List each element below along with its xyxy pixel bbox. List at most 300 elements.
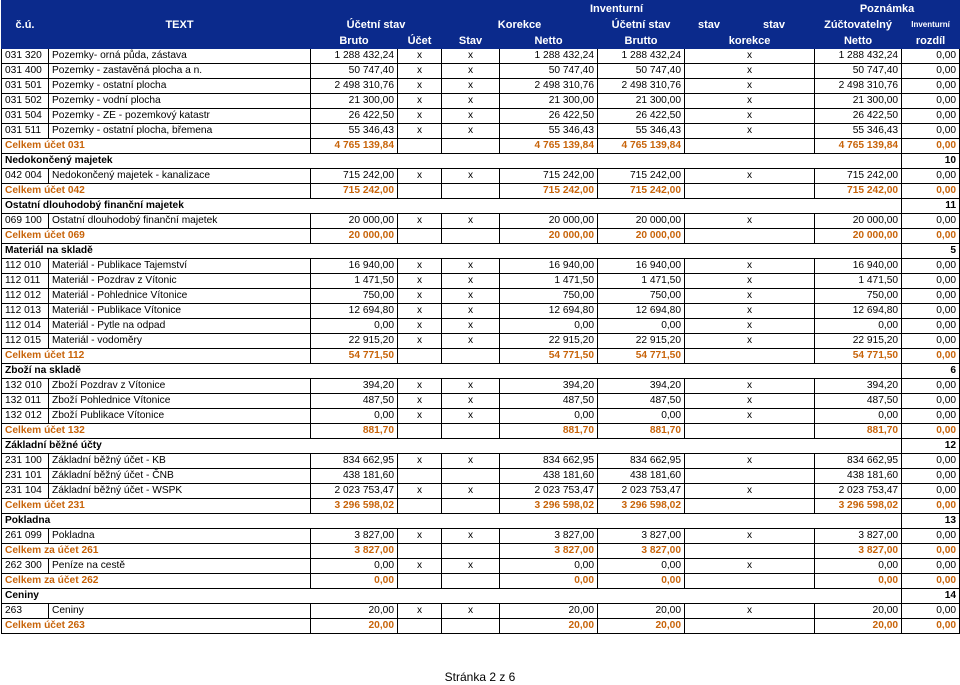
ucetni-netto-cell: 26 422,50: [500, 109, 598, 124]
inv-korekce-cell: x: [685, 49, 815, 64]
account-cell: 132 011: [2, 394, 49, 409]
inv-korekce-cell: x: [685, 409, 815, 424]
total-label: Celkem za účet 261: [2, 544, 311, 559]
text-cell: Materiál - Publikace Vítonice: [49, 304, 311, 319]
korekce-ucet-cell: [398, 469, 442, 484]
ucetni-bruto-cell: 50 747,40: [311, 64, 398, 79]
ucetni-bruto-cell: 834 662,95: [311, 454, 398, 469]
inv-brutto-cell: 487,50: [598, 394, 685, 409]
korekce-stav-cell: [442, 229, 500, 244]
text-cell: Peníze na cestě: [49, 559, 311, 574]
text-cell: Pokladna: [49, 529, 311, 544]
text-cell: Pozemky - vodní plocha: [49, 94, 311, 109]
inv-netto-cell: 3 827,00: [815, 544, 902, 559]
header-zuctovatelny: Zúčtovatelný: [815, 17, 902, 33]
inv-korekce-cell: [685, 574, 815, 589]
korekce-stav-cell: [442, 499, 500, 514]
korekce-stav-cell: x: [442, 409, 500, 424]
inv-brutto-cell: 12 694,80: [598, 304, 685, 319]
korekce-ucet-cell: x: [398, 214, 442, 229]
table-row: [2, 319, 960, 334]
total-row: [2, 229, 960, 244]
header-stav-1: stav: [685, 17, 734, 33]
inv-netto-cell: 0,00: [815, 559, 902, 574]
korekce-ucet-cell: x: [398, 319, 442, 334]
korekce-stav-cell: [442, 184, 500, 199]
section-row: [2, 439, 960, 454]
korekce-stav-cell: [442, 574, 500, 589]
inv-brutto-cell: 0,00: [598, 409, 685, 424]
account-cell: 031 511: [2, 124, 49, 139]
account-cell: 231 100: [2, 454, 49, 469]
inv-brutto-cell: 394,20: [598, 379, 685, 394]
ucetni-bruto-cell: 20 000,00: [311, 229, 398, 244]
account-cell: 031 400: [2, 64, 49, 79]
ucetni-netto-cell: 0,00: [500, 574, 598, 589]
inv-brutto-cell: 881,70: [598, 424, 685, 439]
text-cell: Nedokončený majetek - kanalizace: [49, 169, 311, 184]
inv-korekce-cell: x: [685, 304, 815, 319]
korekce-ucet-cell: x: [398, 379, 442, 394]
text-cell: Materiál - Pytle na odpad: [49, 319, 311, 334]
ucetni-netto-cell: 487,50: [500, 394, 598, 409]
inv-netto-cell: 834 662,95: [815, 454, 902, 469]
ucetni-bruto-cell: 0,00: [311, 559, 398, 574]
rozdil-cell: 0,00: [902, 619, 960, 634]
korekce-ucet-cell: x: [398, 64, 442, 79]
ucetni-bruto-cell: 0,00: [311, 319, 398, 334]
section-row: [2, 199, 960, 214]
total-row: [2, 349, 960, 364]
inv-netto-cell: 2 023 753,47: [815, 484, 902, 499]
korekce-stav-cell: x: [442, 319, 500, 334]
korekce-ucet-cell: x: [398, 169, 442, 184]
ucetni-netto-cell: 438 181,60: [500, 469, 598, 484]
korekce-stav-cell: x: [442, 259, 500, 274]
ucetni-netto-cell: 881,70: [500, 424, 598, 439]
rozdil-cell: 0,00: [902, 559, 960, 574]
inv-korekce-cell: x: [685, 379, 815, 394]
inv-korekce-cell: [685, 499, 815, 514]
section-label: Materiál na skladě: [2, 244, 902, 259]
rozdil-cell: 0,00: [902, 94, 960, 109]
account-cell: 069 100: [2, 214, 49, 229]
ucetni-netto-cell: 55 346,43: [500, 124, 598, 139]
account-cell: 031 504: [2, 109, 49, 124]
korekce-stav-cell: [442, 139, 500, 154]
header-rozdil: rozdíl: [902, 33, 960, 49]
korekce-ucet-cell: x: [398, 274, 442, 289]
rozdil-cell: 0,00: [902, 109, 960, 124]
korekce-stav-cell: x: [442, 124, 500, 139]
ucetni-bruto-cell: 20,00: [311, 619, 398, 634]
header-bruto: Bruto: [311, 33, 398, 49]
table-row: [2, 64, 960, 79]
inv-korekce-cell: x: [685, 289, 815, 304]
korekce-stav-cell: x: [442, 109, 500, 124]
korekce-stav-cell: [442, 424, 500, 439]
rozdil-cell: 0,00: [902, 379, 960, 394]
inv-brutto-cell: 26 422,50: [598, 109, 685, 124]
ucetni-netto-cell: 20 000,00: [500, 229, 598, 244]
ucetni-netto-cell: 3 827,00: [500, 529, 598, 544]
korekce-ucet-cell: x: [398, 49, 442, 64]
korekce-stav-cell: x: [442, 289, 500, 304]
inv-korekce-cell: x: [685, 319, 815, 334]
section-label: Základní běžné účty: [2, 439, 902, 454]
table-row: [2, 469, 960, 484]
inv-brutto-cell: 2 023 753,47: [598, 484, 685, 499]
inv-netto-cell: 20,00: [815, 604, 902, 619]
korekce-stav-cell: x: [442, 604, 500, 619]
inv-korekce-cell: [685, 184, 815, 199]
inv-korekce-cell: x: [685, 394, 815, 409]
ucetni-bruto-cell: 715 242,00: [311, 169, 398, 184]
total-label: Celkem účet 042: [2, 184, 311, 199]
header-blank-1: [2, 1, 311, 17]
account-cell: 031 501: [2, 79, 49, 94]
account-cell: 031 320: [2, 49, 49, 64]
ucetni-bruto-cell: 487,50: [311, 394, 398, 409]
korekce-stav-cell: x: [442, 394, 500, 409]
ucetni-netto-cell: 715 242,00: [500, 169, 598, 184]
inv-brutto-cell: 1 288 432,24: [598, 49, 685, 64]
ucetni-netto-cell: 4 765 139,84: [500, 139, 598, 154]
rozdil-cell: 0,00: [902, 79, 960, 94]
korekce-ucet-cell: x: [398, 484, 442, 499]
table-row: [2, 79, 960, 94]
total-label: Celkem účet 069: [2, 229, 311, 244]
inv-netto-cell: 4 765 139,84: [815, 139, 902, 154]
rozdil-cell: 0,00: [902, 259, 960, 274]
inv-netto-cell: 487,50: [815, 394, 902, 409]
inv-brutto-cell: 3 827,00: [598, 544, 685, 559]
inv-brutto-cell: 715 242,00: [598, 169, 685, 184]
inv-korekce-cell: x: [685, 604, 815, 619]
rozdil-cell: 0,00: [902, 484, 960, 499]
korekce-stav-cell: [442, 469, 500, 484]
account-cell: 263: [2, 604, 49, 619]
ucetni-netto-cell: 715 242,00: [500, 184, 598, 199]
rozdil-cell: 0,00: [902, 529, 960, 544]
table-row: [2, 379, 960, 394]
inv-netto-cell: 438 181,60: [815, 469, 902, 484]
header-ucet: Účet: [398, 33, 442, 49]
inv-brutto-cell: 834 662,95: [598, 454, 685, 469]
rozdil-cell: 0,00: [902, 604, 960, 619]
korekce-ucet-cell: [398, 424, 442, 439]
inv-netto-cell: 12 694,80: [815, 304, 902, 319]
korekce-ucet-cell: [398, 139, 442, 154]
korekce-ucet-cell: x: [398, 454, 442, 469]
ucetni-netto-cell: 834 662,95: [500, 454, 598, 469]
text-cell: Materiál - Pozdrav z Vítonic: [49, 274, 311, 289]
inv-brutto-cell: 438 181,60: [598, 469, 685, 484]
inv-netto-cell: 3 827,00: [815, 529, 902, 544]
rozdil-cell: 0,00: [902, 49, 960, 64]
ucetni-bruto-cell: 1 471,50: [311, 274, 398, 289]
ucetni-bruto-cell: 4 765 139,84: [311, 139, 398, 154]
ucetni-bruto-cell: 715 242,00: [311, 184, 398, 199]
account-cell: 112 011: [2, 274, 49, 289]
table-row: [2, 559, 960, 574]
header-row-top: [2, 1, 960, 17]
inv-korekce-cell: x: [685, 274, 815, 289]
rozdil-cell: 0,00: [902, 424, 960, 439]
inv-netto-cell: 0,00: [815, 409, 902, 424]
ucetni-bruto-cell: 26 422,50: [311, 109, 398, 124]
text-cell: Základní běžný účet - KB: [49, 454, 311, 469]
inv-netto-cell: 26 422,50: [815, 109, 902, 124]
inv-brutto-cell: 715 242,00: [598, 184, 685, 199]
text-cell: Zboží Pohlednice Vítonice: [49, 394, 311, 409]
total-label: Celkem účet 132: [2, 424, 311, 439]
ucetni-bruto-cell: 12 694,80: [311, 304, 398, 319]
inventory-table: [1, 0, 960, 634]
total-label: Celkem účet 112: [2, 349, 311, 364]
inv-korekce-cell: x: [685, 109, 815, 124]
soupis-cell: 6: [902, 364, 960, 379]
header-inventurni-top: Inventurní: [500, 1, 734, 17]
inv-netto-cell: 3 296 598,02: [815, 499, 902, 514]
rozdil-cell: 0,00: [902, 394, 960, 409]
rozdil-cell: 0,00: [902, 169, 960, 184]
table-row: [2, 49, 960, 64]
text-cell: Pozemky - ZE - pozemkový katastr: [49, 109, 311, 124]
ucetni-netto-cell: 0,00: [500, 559, 598, 574]
section-row: [2, 514, 960, 529]
ucetni-bruto-cell: 2 498 310,76: [311, 79, 398, 94]
text-cell: Ostatní dlouhodobý finanční majetek: [49, 214, 311, 229]
soupis-cell: 13: [902, 514, 960, 529]
text-cell: Pozemky- orná půda, zástava: [49, 49, 311, 64]
table-row: [2, 454, 960, 469]
inv-brutto-cell: 20,00: [598, 604, 685, 619]
inv-netto-cell: 715 242,00: [815, 184, 902, 199]
inv-korekce-cell: [685, 424, 815, 439]
korekce-stav-cell: x: [442, 529, 500, 544]
inv-brutto-cell: 50 747,40: [598, 64, 685, 79]
inv-korekce-cell: [685, 469, 815, 484]
korekce-stav-cell: x: [442, 379, 500, 394]
soupis-cell: 14: [902, 589, 960, 604]
header-ucetni-stav: Účetní stav: [311, 17, 442, 33]
total-label: Celkem za účet 262: [2, 574, 311, 589]
ucetni-bruto-cell: 0,00: [311, 574, 398, 589]
ucetni-netto-cell: 0,00: [500, 409, 598, 424]
korekce-ucet-cell: x: [398, 124, 442, 139]
inv-brutto-cell: 20,00: [598, 619, 685, 634]
ucetni-netto-cell: 16 940,00: [500, 259, 598, 274]
rozdil-cell: 0,00: [902, 334, 960, 349]
korekce-stav-cell: x: [442, 49, 500, 64]
inv-korekce-cell: x: [685, 259, 815, 274]
inv-korekce-cell: [685, 349, 815, 364]
inv-brutto-cell: 4 765 139,84: [598, 139, 685, 154]
ucetni-netto-cell: 20,00: [500, 604, 598, 619]
account-cell: 112 013: [2, 304, 49, 319]
table-row: [2, 109, 960, 124]
ucetni-netto-cell: 21 300,00: [500, 94, 598, 109]
section-label: Pokladna: [2, 514, 902, 529]
korekce-stav-cell: x: [442, 274, 500, 289]
inv-korekce-cell: [685, 619, 815, 634]
total-row: [2, 499, 960, 514]
section-label: Zboží na skladě: [2, 364, 902, 379]
korekce-ucet-cell: x: [398, 94, 442, 109]
table-row: [2, 274, 960, 289]
total-row: [2, 139, 960, 154]
ucetni-netto-cell: 22 915,20: [500, 334, 598, 349]
ucetni-netto-cell: 20,00: [500, 619, 598, 634]
korekce-ucet-cell: [398, 349, 442, 364]
section-row: [2, 364, 960, 379]
korekce-ucet-cell: x: [398, 289, 442, 304]
soupis-cell: 11: [902, 199, 960, 214]
total-label: Celkem účet 263: [2, 619, 311, 634]
text-cell: Materiál - Publikace Tajemství: [49, 259, 311, 274]
korekce-stav-cell: x: [442, 484, 500, 499]
text-cell: Základní běžný účet - ČNB: [49, 469, 311, 484]
korekce-ucet-cell: x: [398, 304, 442, 319]
total-row: [2, 424, 960, 439]
ucetni-netto-cell: 750,00: [500, 289, 598, 304]
rozdil-cell: 0,00: [902, 289, 960, 304]
rozdil-cell: 0,00: [902, 544, 960, 559]
text-cell: Materiál - vodoměry: [49, 334, 311, 349]
rozdil-cell: 0,00: [902, 319, 960, 334]
table-row: [2, 394, 960, 409]
ucetni-netto-cell: 2 023 753,47: [500, 484, 598, 499]
inv-brutto-cell: 55 346,43: [598, 124, 685, 139]
header-row-1: [2, 17, 960, 33]
korekce-stav-cell: x: [442, 79, 500, 94]
rozdil-cell: 0,00: [902, 214, 960, 229]
korekce-ucet-cell: x: [398, 394, 442, 409]
text-cell: Pozemky - zastavěná plocha a n.: [49, 64, 311, 79]
ucetni-netto-cell: 1 288 432,24: [500, 49, 598, 64]
korekce-ucet-cell: [398, 574, 442, 589]
table-row: [2, 289, 960, 304]
ucetni-bruto-cell: 3 827,00: [311, 544, 398, 559]
text-cell: Zboží Publikace Vítonice: [49, 409, 311, 424]
inv-netto-cell: 50 747,40: [815, 64, 902, 79]
table-row: [2, 409, 960, 424]
table-row: [2, 334, 960, 349]
header-stav: Stav: [442, 33, 500, 49]
ucetni-netto-cell: 20 000,00: [500, 214, 598, 229]
account-cell: 112 015: [2, 334, 49, 349]
header-stav-2: stav: [734, 17, 815, 33]
inv-brutto-cell: 3 827,00: [598, 529, 685, 544]
rozdil-cell: 0,00: [902, 124, 960, 139]
account-cell: 231 101: [2, 469, 49, 484]
korekce-ucet-cell: [398, 499, 442, 514]
inv-korekce-cell: [685, 139, 815, 154]
ucetni-bruto-cell: 438 181,60: [311, 469, 398, 484]
ucetni-bruto-cell: 2 023 753,47: [311, 484, 398, 499]
inv-netto-cell: 20,00: [815, 619, 902, 634]
table-row: [2, 604, 960, 619]
account-cell: 112 012: [2, 289, 49, 304]
korekce-stav-cell: [442, 544, 500, 559]
inv-korekce-cell: x: [685, 94, 815, 109]
korekce-ucet-cell: x: [398, 529, 442, 544]
ucetni-netto-cell: 394,20: [500, 379, 598, 394]
rozdil-cell: 0,00: [902, 64, 960, 79]
inv-brutto-cell: 20 000,00: [598, 229, 685, 244]
korekce-ucet-cell: x: [398, 559, 442, 574]
korekce-ucet-cell: x: [398, 334, 442, 349]
inv-korekce-cell: x: [685, 559, 815, 574]
header-poznamka-top: Poznámka: [815, 1, 960, 17]
ucetni-bruto-cell: 881,70: [311, 424, 398, 439]
account-cell: 261 099: [2, 529, 49, 544]
total-row: [2, 544, 960, 559]
ucetni-netto-cell: 3 296 598,02: [500, 499, 598, 514]
korekce-ucet-cell: x: [398, 604, 442, 619]
rozdil-cell: 0,00: [902, 274, 960, 289]
ucetni-netto-cell: 0,00: [500, 319, 598, 334]
rozdil-cell: 0,00: [902, 184, 960, 199]
korekce-stav-cell: x: [442, 559, 500, 574]
header-row-2: [2, 33, 960, 49]
text-cell: Pozemky - ostatní plocha, břemena: [49, 124, 311, 139]
account-cell: 031 502: [2, 94, 49, 109]
inv-korekce-cell: x: [685, 169, 815, 184]
ucetni-bruto-cell: 20 000,00: [311, 214, 398, 229]
header-blank-2: [311, 1, 500, 17]
inv-brutto-cell: 16 940,00: [598, 259, 685, 274]
korekce-ucet-cell: [398, 229, 442, 244]
header-text: TEXT: [49, 17, 311, 33]
ucetni-netto-cell: 50 747,40: [500, 64, 598, 79]
header-empty-b: [49, 33, 311, 49]
korekce-stav-cell: x: [442, 334, 500, 349]
inv-brutto-cell: 54 771,50: [598, 349, 685, 364]
table-row: [2, 94, 960, 109]
korekce-ucet-cell: x: [398, 259, 442, 274]
inv-netto-cell: 2 498 310,76: [815, 79, 902, 94]
inv-korekce-cell: x: [685, 124, 815, 139]
table-body: [2, 49, 960, 634]
section-row: [2, 244, 960, 259]
ucetni-netto-cell: 2 498 310,76: [500, 79, 598, 94]
section-label: Ceniny: [2, 589, 902, 604]
inv-netto-cell: 16 940,00: [815, 259, 902, 274]
total-row: [2, 574, 960, 589]
text-cell: Základní běžný účet - WSPK: [49, 484, 311, 499]
soupis-cell: 5: [902, 244, 960, 259]
rozdil-cell: 0,00: [902, 229, 960, 244]
account-cell: 042 004: [2, 169, 49, 184]
inv-netto-cell: 0,00: [815, 574, 902, 589]
inv-netto-cell: 22 915,20: [815, 334, 902, 349]
ucetni-bruto-cell: 394,20: [311, 379, 398, 394]
rozdil-cell: 0,00: [902, 574, 960, 589]
inv-korekce-cell: x: [685, 79, 815, 94]
korekce-stav-cell: [442, 349, 500, 364]
ucetni-bruto-cell: 750,00: [311, 289, 398, 304]
inv-brutto-cell: 20 000,00: [598, 214, 685, 229]
section-row: [2, 154, 960, 169]
header-empty-a: [2, 33, 49, 49]
ucetni-bruto-cell: 1 288 432,24: [311, 49, 398, 64]
korekce-stav-cell: x: [442, 64, 500, 79]
header-blank-3: [734, 1, 815, 17]
korekce-ucet-cell: [398, 619, 442, 634]
inv-brutto-cell: 22 915,20: [598, 334, 685, 349]
